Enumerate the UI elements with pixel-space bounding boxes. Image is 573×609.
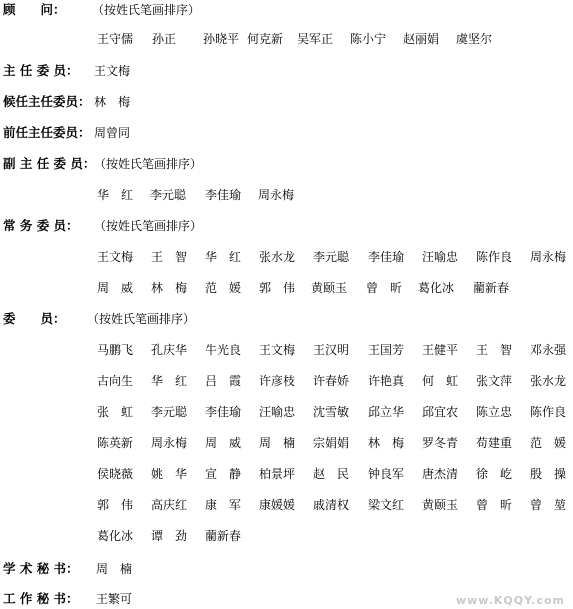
- member-name: 高庆红: [151, 498, 188, 512]
- member-name: 陈英新: [97, 436, 134, 450]
- work-secretary-label: 工 作 秘 书：: [3, 591, 79, 606]
- advisor-name: 陈小宁: [350, 32, 387, 46]
- member-name: 许艳真: [368, 374, 405, 388]
- standing-member-name: 王 智: [151, 250, 188, 264]
- standing-member-name: 郭 伟: [259, 281, 296, 295]
- standing-member-name: 李元聪: [313, 250, 350, 264]
- member-name: 马鹏飞: [97, 343, 134, 357]
- member-name: 郭 伟: [97, 498, 134, 512]
- former-chair-value: 周曾同: [94, 126, 131, 140]
- member-name: 宣 静: [205, 467, 242, 481]
- standing-member-name: 藺新春: [473, 281, 510, 295]
- member-name: 沈雪敏: [313, 405, 350, 419]
- standing-members-note: （按姓氏笔画排序）: [94, 219, 203, 233]
- member-name: 钟良军: [368, 467, 405, 481]
- member-name: 康 军: [205, 498, 242, 512]
- standing-member-name: 黄颐玉: [311, 281, 348, 295]
- member-name: 邱立华: [368, 405, 405, 419]
- former-chair-label: 前任主任委员：: [3, 125, 91, 140]
- member-name: 戚清权: [313, 498, 350, 512]
- member-name: 张文萍: [476, 374, 513, 388]
- member-name: 梁文红: [368, 498, 405, 512]
- standing-member-name: 周永梅: [530, 250, 567, 264]
- member-name: 宗娟娟: [313, 436, 350, 450]
- vice-chair-name: 李佳瑜: [205, 188, 242, 202]
- member-name: 周永梅: [151, 436, 188, 450]
- chair-elect-value: 林 梅: [94, 95, 131, 109]
- member-name: 唐杰清: [422, 467, 459, 481]
- member-name: 侯晓薇: [97, 467, 134, 481]
- vice-chair-name: 李元聪: [150, 188, 187, 202]
- standing-member-name: 曾 昕: [366, 281, 403, 295]
- member-name: 姚 华: [151, 467, 188, 481]
- member-name: 陈立忠: [476, 405, 513, 419]
- standing-member-name: 李佳瑜: [368, 250, 405, 264]
- advisor-name: 孙晓平: [203, 32, 240, 46]
- member-name: 王 智: [476, 343, 513, 357]
- member-name: 张水龙: [530, 374, 567, 388]
- member-name: 谭 劲: [151, 529, 188, 543]
- vice-chair-name: 周永梅: [258, 188, 295, 202]
- member-name: 曾 堃: [530, 498, 567, 512]
- chair-elect-label: 候任主任委员：: [3, 94, 91, 109]
- member-name: 林 梅: [368, 436, 405, 450]
- member-name: 王汉明: [313, 343, 350, 357]
- member-name: 殷 操: [530, 467, 567, 481]
- member-name: 吕 霞: [205, 374, 242, 388]
- member-name: 许彦枝: [259, 374, 296, 388]
- member-name: 邓永强: [530, 343, 567, 357]
- advisor-name: 何克新: [247, 32, 284, 46]
- advisors-label: 顾 问：: [3, 2, 66, 17]
- member-name: 许春娇: [313, 374, 350, 388]
- vice-chairs-label: 副 主 任 委 员：: [3, 156, 96, 171]
- standing-member-name: 汪喻忠: [422, 250, 459, 264]
- member-name: 何 虹: [422, 374, 459, 388]
- member-name: 陈作良: [530, 405, 567, 419]
- standing-members-label: 常 务 委 员：: [3, 218, 79, 233]
- academic-secretary-value: 周 楠: [96, 562, 133, 576]
- member-name: 华 红: [151, 374, 188, 388]
- member-name: 邱宜农: [422, 405, 459, 419]
- member-name: 王国芳: [368, 343, 405, 357]
- academic-secretary-label: 学 术 秘 书：: [3, 561, 79, 576]
- advisors-note: （按姓氏笔画排序）: [92, 3, 201, 17]
- standing-member-name: 张水龙: [259, 250, 296, 264]
- members-label: 委 员：: [3, 311, 66, 326]
- standing-member-name: 林 梅: [151, 281, 188, 295]
- advisor-name: 吴军正: [297, 32, 334, 46]
- member-name: 周 楠: [259, 436, 296, 450]
- member-name: 牛光良: [205, 343, 242, 357]
- member-name: 葛化冰: [97, 529, 134, 543]
- advisor-name: 虞坚尔: [456, 32, 493, 46]
- members-note: （按姓氏笔画排序）: [87, 312, 196, 326]
- standing-member-name: 范 媛: [205, 281, 242, 295]
- standing-member-name: 华 红: [205, 250, 242, 264]
- member-name: 周 威: [205, 436, 242, 450]
- standing-member-name: 葛化冰: [418, 281, 455, 295]
- advisor-name: 孙正: [152, 32, 177, 46]
- member-name: 张 虹: [97, 405, 134, 419]
- member-name: 罗冬青: [422, 436, 459, 450]
- member-name: 孔庆华: [151, 343, 188, 357]
- member-name: 赵 民: [313, 467, 350, 481]
- chair-label: 主 任 委 员：: [3, 63, 79, 78]
- member-name: 康媛媛: [259, 498, 296, 512]
- member-name: 徐 屹: [476, 467, 513, 481]
- standing-member-name: 王文梅: [97, 250, 134, 264]
- advisor-name: 赵丽娟: [403, 32, 440, 46]
- member-name: 柏景坪: [259, 467, 296, 481]
- member-name: 藺新春: [205, 529, 242, 543]
- standing-member-name: 周 威: [97, 281, 134, 295]
- standing-member-name: 陈作良: [476, 250, 513, 264]
- member-name: 汪喻忠: [259, 405, 296, 419]
- member-name: 王健平: [422, 343, 459, 357]
- vice-chair-name: 华 红: [97, 188, 134, 202]
- member-name: 范 媛: [530, 436, 567, 450]
- advisor-name: 王守儒: [97, 32, 134, 46]
- member-name: 李元聪: [151, 405, 188, 419]
- member-name: 古向生: [97, 374, 134, 388]
- vice-chairs-note: （按姓氏笔画排序）: [94, 157, 203, 171]
- member-name: 黄颐玉: [422, 498, 459, 512]
- work-secretary-value: 王繁可: [96, 592, 133, 606]
- site-watermark: www.KQQY.com: [455, 594, 565, 607]
- member-name: 苟建重: [476, 436, 513, 450]
- member-name: 王文梅: [259, 343, 296, 357]
- member-name: 李佳瑜: [205, 405, 242, 419]
- chair-value: 王文梅: [94, 64, 131, 78]
- member-name: 曾 昕: [476, 498, 513, 512]
